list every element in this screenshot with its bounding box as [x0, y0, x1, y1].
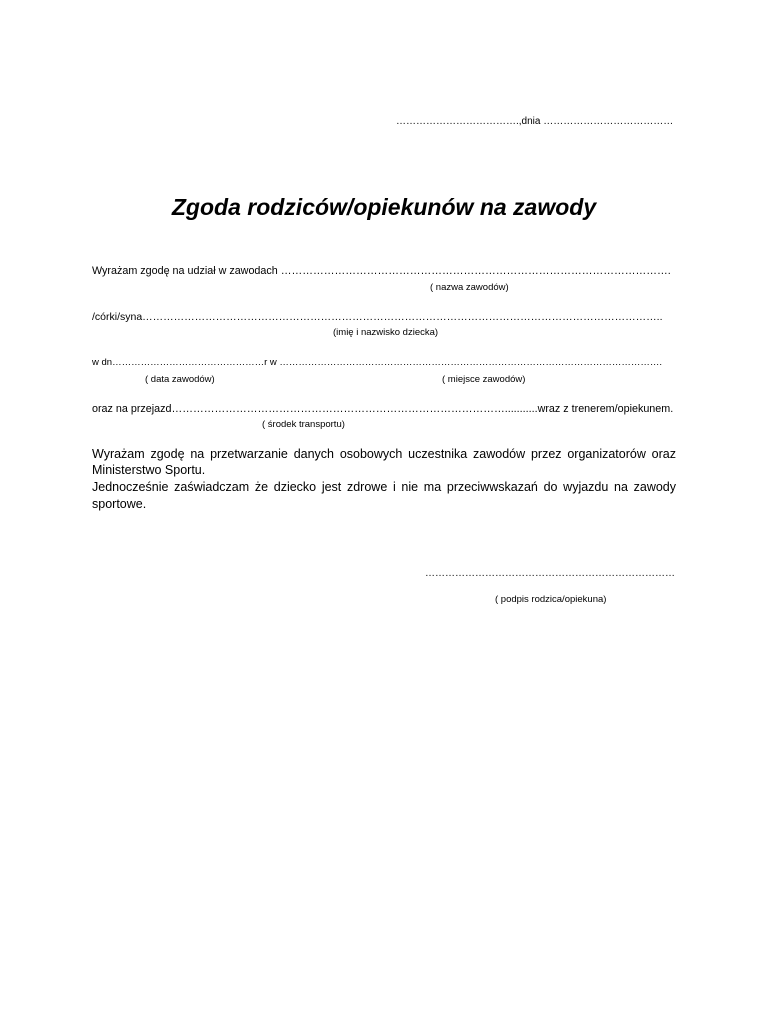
transport-line: oraz na przejazd…………………………………………………………………………………...........wraz z trenerem/opiekunem.: [92, 403, 674, 415]
health-statement-line1: Jednocześnie zaświadczam że dziecko jest zdrowe i nie ma przeciwwskazań do wyjazdu na zawody: [92, 480, 676, 494]
transport-hint: ( środek transportu): [262, 419, 345, 430]
signature-line: …………………………………………………………………: [425, 568, 675, 579]
health-statement-line2: sportowe.: [92, 497, 147, 511]
data-consent-paragraph-line1: Wyrażam zgodę na przetwarzanie danych osobowych uczestnika zawodów przez organizatorów oraz: [92, 447, 676, 461]
child-name-hint: (imię i nazwisko dziecka): [333, 327, 439, 338]
competition-name-line: Wyrażam zgodę na udział w zawodach ……………………………………………………………………………………………….: [92, 265, 671, 277]
data-consent-paragraph-line2: Ministerstwo Sportu.: [92, 463, 206, 477]
date-place-line: w dn…………………………………………r w ………………………………………………………………………………………………………….: [92, 357, 663, 368]
place-date-field: ……………………………….,dnia …………………………………: [396, 116, 674, 127]
competition-date-hint: ( data zawodów): [145, 374, 215, 385]
signature-label: ( podpis rodzica/opiekuna): [495, 594, 607, 605]
document-title: Zgoda rodziców/opiekunów na zawody: [171, 194, 597, 220]
child-name-line: /córki/syna…………………………………………………………………………………………………………………………………..: [92, 311, 663, 323]
competition-place-hint: ( miejsce zawodów): [442, 374, 526, 385]
competition-name-hint: ( nazwa zawodów): [430, 282, 509, 293]
